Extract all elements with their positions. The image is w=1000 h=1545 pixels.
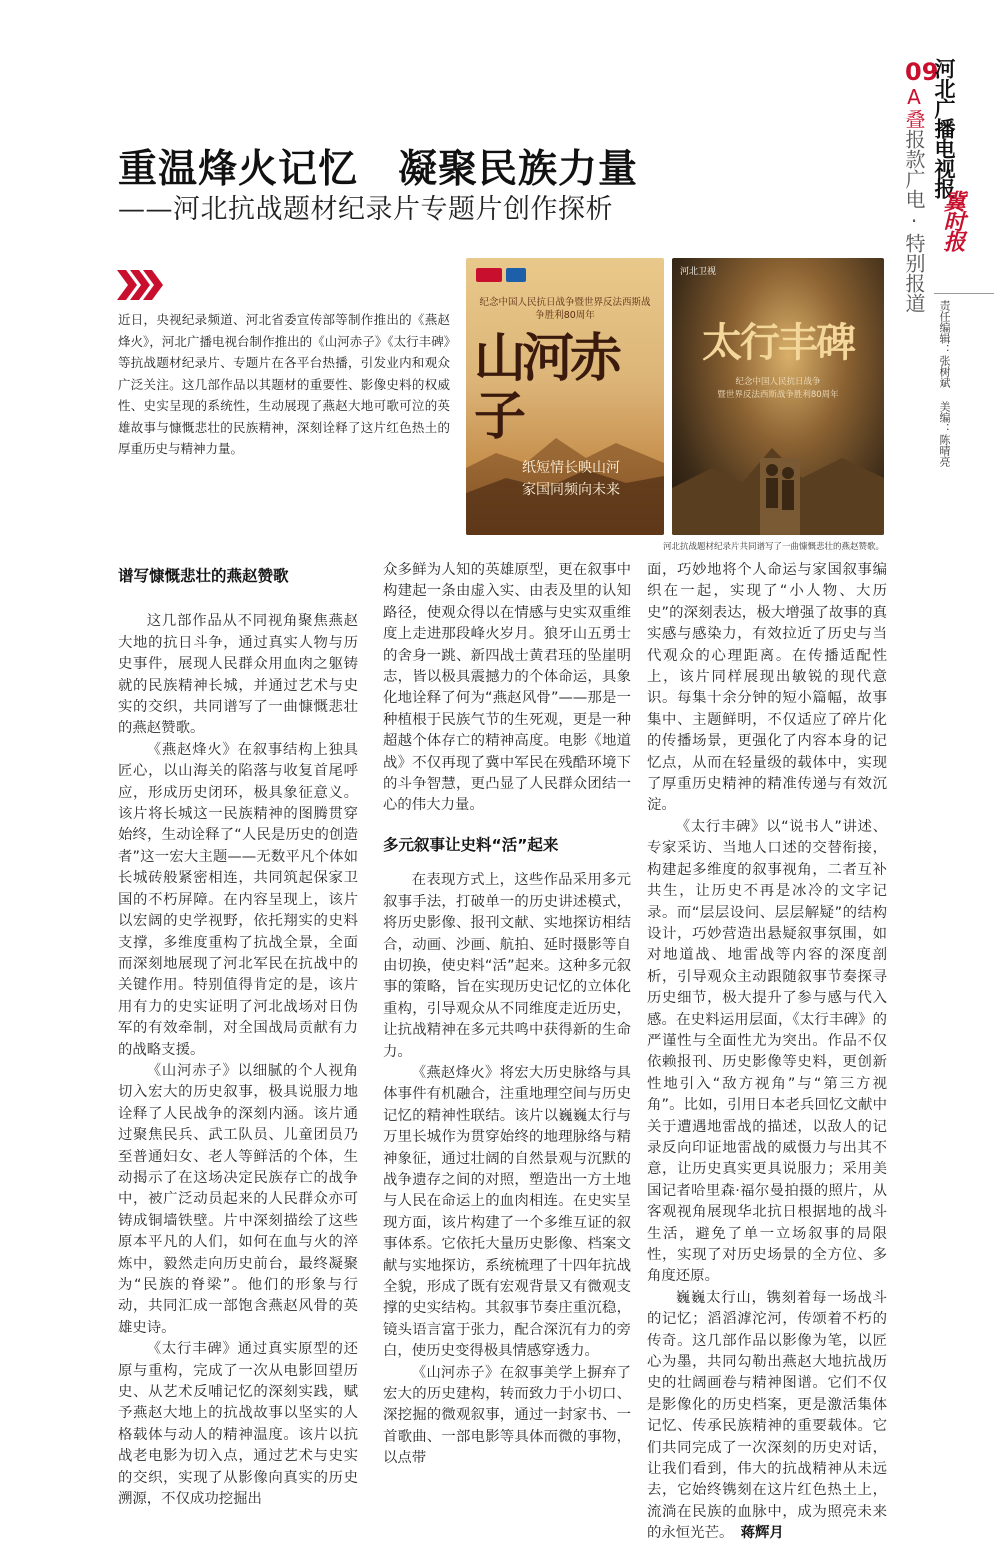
section2-paragraph-4: 《太行丰碑》以“说书人”讲述、专家采访、当地人口述的交替衔接，构建起多维度的叙事视角，二者互补共生，让历史不再是冰冷的文字记录。而“层层设问、层层解疑”的结构设计，巧妙营造出悬疑叙事氛围，如对地道战、地雷战等内容的深度剖析，引导观众主动跟随叙事节奏探寻历史细节，极大提升了参与感与代入感。在史料运用层面，《太行丰碑》的严谨性与全面性尤为突出。作品不仅依赖报刊、历史影像等史料，更创新性地引入“敌方视角”与“第三方视角”。比如，引用日本老兵回忆文献中关于遭遇地雷战的描述，以敌人的记录反向印证地雷战的威慑力与出其不意，让历史真实更具说服力；采用美国记者哈里森·福尔曼拍摄的照片，从客观视角展现华北抗日根据地的战斗生活，避免了单一立场叙事的局限性，实现了对历史场景的全方位、多角度还原。 — [647, 818, 887, 1285]
section2-paragraph-2: 《燕赵烽火》将宏大历史脉络与具体事件有机融合，注重地理空间与历史记忆的精神性联结。该片以巍巍太行与万里长城作为贯穿始终的地理脉络与精神象征，通过壮阔的自然景观与沉默的战争遗存之间的对照，塑造出一方土地与人民在命运上的血肉相连。在史实呈现方面，该片构建了一个多维互证的叙事体系。它依托大量历史影像、档案文献与实地探访，系统梳理了十四年抗战全貌，形成了既有宏观背景又有微观支撑的史实结构。其叙事节奏庄重沉稳，镜头语言富于张力，配合深沉有力的旁白，使历史变得极具情感穿透力。 — [383, 1064, 631, 1360]
closing-paragraph: 巍巍太行山，镌刻着每一场战斗的记忆；滔滔滹沱河，传颂着不朽的传奇。这几部作品以影像为笔，以匠心为墨，共同勾勒出燕赵大地抗战历史的壮阔画卷与精神图谱。它们不仅是影像化的历史档案，更是激活集体记忆、传承民族精神的重要载体。它们共同完成了一次深刻的历史对话，让我们看到，伟大的抗战精神从未远去，它始终镌刻在这片红色热土上，流淌在民族的血脉中，成为照亮未来的永恒光芒。 — [647, 1289, 887, 1542]
section2-paragraph-5 — [647, 1288, 887, 1545]
article-column-3 — [647, 560, 887, 1545]
poster2-sub-1: 纪念中国人民抗日战争 — [735, 377, 821, 387]
headline-title: 重温烽火记忆 凝聚民族力量 — [118, 146, 639, 192]
section1-heading: 谱写慷慨悲壮的燕赵赞歌 — [118, 567, 289, 585]
article-column-1 — [118, 566, 358, 1510]
editor-credits: 责任编辑：张树斌 美编：陈晴亮 — [938, 300, 951, 467]
chevrons-icon — [117, 270, 163, 300]
poster2-channel: 河北卫视 — [680, 267, 717, 277]
poster-shanhe-chizi — [466, 258, 664, 535]
section2-paragraph-1: 在表现方式上，这些作品采用多元叙事手法，打破单一的历史讲述模式，将历史影像、报刊文献、实地探访相结合，动画、沙画、航拍、延时摄影等自由切换，使史料“活”起来。这种多元叙事的策略，旨在实现历史记忆的立体化重构，引导观众从不同维度走近历史，让抗战精神在多元共鸣中获得新的生命力。 — [383, 872, 631, 1060]
poster-taihang-fengbei — [672, 258, 884, 535]
section1-paragraph-4: 《太行丰碑》通过真实原型的还原与重构，完成了一次从电影回望历史、从艺术反哺记忆的深刻实践，赋予燕赵大地上的抗战故事以坚实的人格载体与动人的精神温度。该片以抗战老电影为切入点，通过艺术与史实的交织，实现了从影像向真实的历史溯源，不仅成功挖掘出 — [118, 1341, 358, 1508]
edition-prefix: A叠 — [902, 85, 926, 129]
section2-paragraph-3: 《山河赤子》在叙事美学上摒弃了宏大的历史建构，转而致力于小切口、深挖掘的微观叙事，通过一封家书、一首歌曲、一部电影等具体而微的事物，以点带 — [383, 1364, 631, 1467]
section1-paragraph-1: 这几部作品从不同视角聚焦燕赵大地的抗日斗争，通过真实人物与历史事件，展现人民群众用血肉之躯铸就的民族精神长城，并通过艺术与史实的交织，共同谱写了一曲慷慨悲壮的燕赵赞歌。 — [118, 613, 358, 737]
author-name: 蒋辉月 — [740, 1525, 784, 1542]
paper-name: 河北广播电视报 — [932, 58, 956, 198]
poster2-sub-2: 暨世界反法西斯战争胜利80周年 — [717, 390, 839, 400]
section1-paragraph-3: 《山河赤子》以细腻的个人视角切入宏大的历史叙事，极具说服力地诠释了人民战争的深刻内涵。该片通过聚焦民兵、武工队员、儿童团员乃至普通妇女、老人等鲜活的个体，生动揭示了在这场决定民族存亡的战争中，被广泛动员起来的人民群众亦可铸成铜墙铁壁。片中深刻描绘了这些原本平凡的人们，如何在血与火的淬炼中，毅然走向历史前台，最终凝聚为“民族的脊梁”。他们的形象与行动，共同汇成一部饱含燕赵风骨的英雄史诗。 — [118, 1062, 358, 1336]
page-number: 09 — [905, 58, 939, 86]
poster1-title: 山河赤子 — [474, 328, 619, 447]
channel-logo-icon — [476, 268, 502, 282]
edition-label — [902, 85, 926, 313]
poster1-top-text: 纪念中国人民抗日战争暨世界反法西斯战争胜利80周年 — [479, 297, 651, 321]
monument-illustration — [672, 418, 884, 535]
paper-logo: 冀时报 — [941, 190, 966, 250]
section1-paragraph-2: 《燕赵烽火》在叙事结构上独具匠心，以山海关的陷落与收复首尾呼应，形成历史闭环，极具象征意义。该片将长城这一民族精神的图腾贯穿始终，生动诠释了“人民是历史的创造者”这一宏大主题——无数平凡个体如长城砖般紧密相连，共同筑起保家卫国的不朽屏障。在内容呈现上，该片以宏阔的史学视野，依托翔实的史料支撑，多维度重构了抗战全景，全面而深刻地展现了河北军民在抗战中的关键作用。特别值得肯定的是，该片用有力的史实证明了河北战场对日伪军的有效牵制，对全国战局贡献有力的战略支援。 — [118, 741, 358, 1058]
section1-paragraph-4-continued: 众多鲜为人知的英雄原型，更在叙事中构建起一条由虚入实、由表及里的认知路径，使观众得以在情感与史实双重维度上走进那段峰火岁月。狼牙山五勇士的舍身一跳、新四战士黄君珏的坠崖明志，皆以极具震撼力的个体命运，具象化地诠释了何为“燕赵风骨”——那是一种植根于民族气节的生死观，更是一种超越个体存亡的精神高度。电影《地道战》不仅再现了冀中军民在残酷环境下的斗争智慧，更凸显了人民群众团结一心的伟大力量。 — [383, 562, 631, 814]
intro-paragraph: 近日，央视纪录频道、河北省委宣传部等制作推出的《燕赵烽火》，河北广播电视台制作推出的《山河赤子》《太行丰碑》等抗战题材纪录片、专题片在各平台热播，引发业内和观众广泛关注。这几部作品以其题材的重要性、影像史料的权威性、史实呈现的系统性，生动展现了燕赵大地可歌可泣的英雄故事与慷慨悲壮的民族精神，深刻诠释了这片红色热土的厚重历史与精神力量。 — [118, 312, 450, 456]
poster1-slogan-2: 家国同频向未来 — [522, 482, 620, 498]
edition-suffix: 报款广电·特别报道 — [902, 129, 926, 313]
headline-subtitle: ——河北抗战题材纪录片专题片创作探析 — [118, 194, 613, 225]
photo-caption: 河北抗战题材纪录片共同谱写了一曲慷慨悲壮的燕赵赞歌。 — [662, 542, 884, 552]
app-logo-icon — [506, 268, 526, 282]
masthead-divider — [934, 293, 994, 294]
poster2-title: 太行丰碑 — [702, 319, 854, 366]
section2-paragraph-3-continued: 面，巧妙地将个人命运与家国叙事编织在一起，实现了“小人物、大历史”的深刻表达，极大增强了故事的真实感与感染力，有效拉近了历史与当代观众的心理距离。在传播适配性上，该片同样展现出敏锐的现代意识。每集十余分钟的短小篇幅，故事集中、主题鲜明，不仅适应了碎片化的传播场景，更强化了内容本身的记忆点，从而在轻量级的载体中，实现了厚重历史精神的精准传递与有效沉淀。 — [647, 562, 887, 814]
article-column-2 — [383, 560, 631, 1470]
section2-heading: 多元叙事让史料“活”起来 — [383, 835, 559, 854]
poster1-slogan-1: 纸短情长映山河 — [522, 460, 620, 476]
